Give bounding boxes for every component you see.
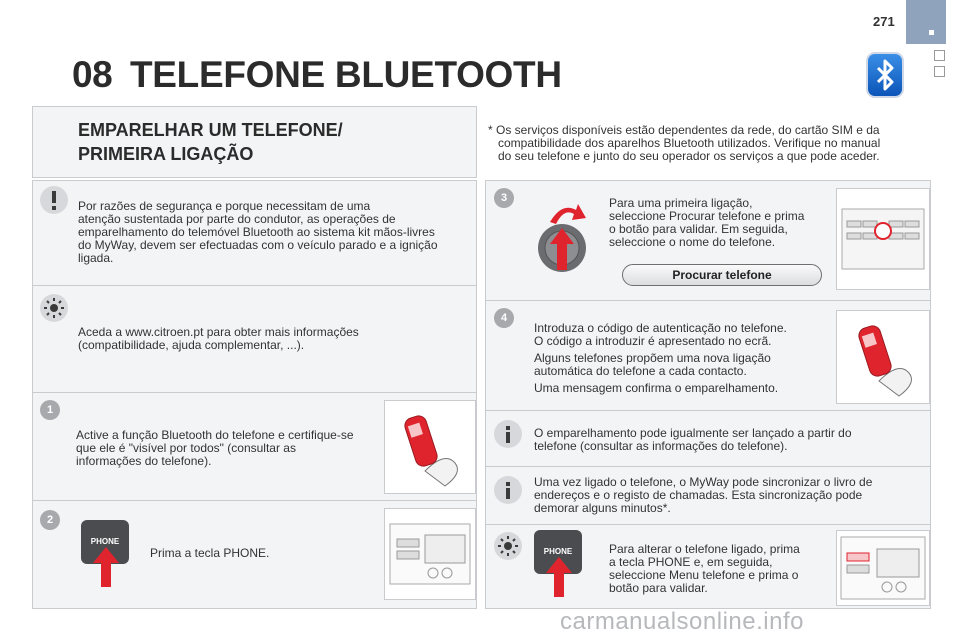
warning-line: do MyWay, devem ser efectuadas com o veículo parado e a ignição: [78, 238, 438, 252]
step-number-2: 2: [40, 510, 60, 530]
step2-text: Prima a tecla PHONE.: [150, 546, 270, 560]
section-title-line1: EMPARELHAR UM TELEFONE/: [78, 120, 343, 140]
step3-line: Para uma primeira ligação,: [609, 196, 753, 210]
tip2-line: seleccione Menu telefone e prima o: [609, 568, 799, 582]
footnote-line: compatibilidade dos aparelhos Bluetooth utilizados. Verifique no manual: [498, 136, 881, 150]
divider: [485, 466, 931, 467]
warning-line: atenção sustentada por parte do condutor, as operações de: [78, 212, 396, 226]
step-number-1: 1: [40, 400, 60, 420]
radio-panel-image: [384, 508, 476, 600]
step4-line: automática do telefone a cada contacto.: [534, 364, 747, 378]
info1-line: O emparelhamento pode igualmente ser lançado a partir do: [534, 426, 852, 440]
tip2-line: a tecla PHONE e, em seguida,: [609, 555, 773, 569]
watermark: carmanualsonline.info: [560, 608, 804, 635]
red-arrow-up-icon: [93, 547, 119, 592]
footnote-line: do seu telefone e junto do seu operador os serviços a que pode aceder.: [498, 149, 880, 163]
step4-text: [534, 322, 824, 395]
info2-line: demorar alguns minutos*.: [534, 501, 671, 515]
tip2-line: botão para validar.: [609, 581, 708, 595]
warning-line: Por razões de segurança e porque necessitam de uma: [78, 199, 371, 213]
step1-line: Active a função Bluetooth do telefone e certifique-se: [76, 428, 354, 442]
info1-text: [534, 427, 924, 453]
phone-key-icon: PHONE: [81, 520, 129, 564]
section-title-line2: PRIMEIRA LIGAÇÃO: [78, 144, 254, 164]
step1-text: [76, 429, 396, 468]
phone-key-icon: PHONE: [534, 530, 582, 574]
bluetooth-icon: [866, 52, 904, 98]
step4-line: Alguns telefones propõem uma nova ligação: [534, 351, 771, 365]
divider: [32, 500, 477, 501]
step3-line: seleccione o nome do telefone.: [609, 235, 776, 249]
divider: [485, 410, 931, 411]
step3-line: o botão para validar. Em seguida,: [609, 222, 788, 236]
section-header-panel: [32, 106, 477, 178]
divider: [485, 300, 931, 301]
chapter-number: 08: [72, 54, 113, 95]
step4-line: O código a introduzir é apresentado no ecrã.: [534, 334, 772, 348]
tip2-text: [609, 543, 829, 595]
radio-panel-image: [836, 530, 930, 606]
rotary-knob-icon: [532, 198, 592, 285]
tip-text: [78, 326, 468, 352]
step4-line: Introduza o código de autenticação no telefone.: [534, 321, 787, 335]
step3-text: [609, 197, 824, 249]
divider: [485, 524, 931, 525]
footnote: [488, 124, 928, 163]
info2-text: [534, 476, 924, 515]
tip2-line: Para alterar o telefone ligado, prima: [609, 542, 800, 556]
phone-in-hand-image: [836, 310, 930, 404]
tip-line: (compatibilidade, ajuda complementar, ...).: [78, 338, 305, 352]
info-icon: [494, 420, 522, 448]
side-square: [934, 50, 945, 61]
info-icon: [494, 476, 522, 504]
warning-line: ligada.: [78, 251, 114, 265]
radio-display-image: [836, 188, 930, 290]
side-square: [934, 66, 945, 77]
divider: [32, 392, 477, 393]
step4-line: Uma mensagem confirma o emparelhamento.: [534, 381, 779, 395]
warning-text: [78, 200, 468, 265]
step3-line: seleccione Procurar telefone e prima: [609, 209, 805, 223]
page-title: TELEFONE BLUETOOTH: [130, 54, 562, 95]
tip-line: Aceda a www.citroen.pt para obter mais informações: [78, 325, 359, 339]
step1-line: informações do telefone).: [76, 454, 212, 468]
footnote-line: * Os serviços disponíveis estão dependentes da rede, do cartão SIM e da: [488, 123, 880, 137]
warning-icon: [40, 186, 68, 214]
warning-line: emparelhamento do telemóvel Bluetooth ao sistema kit mãos-livres: [78, 225, 435, 239]
info2-line: endereços e o registo de chamadas. Esta sincronização pode: [534, 488, 863, 502]
phone-in-hand-image: [384, 400, 476, 494]
lightbulb-icon: [40, 294, 68, 322]
step-number-3: 3: [494, 188, 514, 208]
info1-line: telefone (consultar as informações do telefone).: [534, 439, 788, 453]
procurar-telefone-button[interactable]: Procurar telefone: [622, 264, 822, 286]
lightbulb-icon: [494, 532, 522, 560]
info2-line: Uma vez ligado o telefone, o MyWay pode sincronizar o livro de: [534, 475, 873, 489]
page-number: 271: [873, 14, 895, 29]
step-number-4: 4: [494, 308, 514, 328]
step1-line: que ele é "visível por todos" (consultar as: [76, 441, 296, 455]
red-arrow-up-icon: [546, 557, 572, 602]
divider: [32, 285, 477, 286]
page-corner-tab: [906, 0, 946, 44]
